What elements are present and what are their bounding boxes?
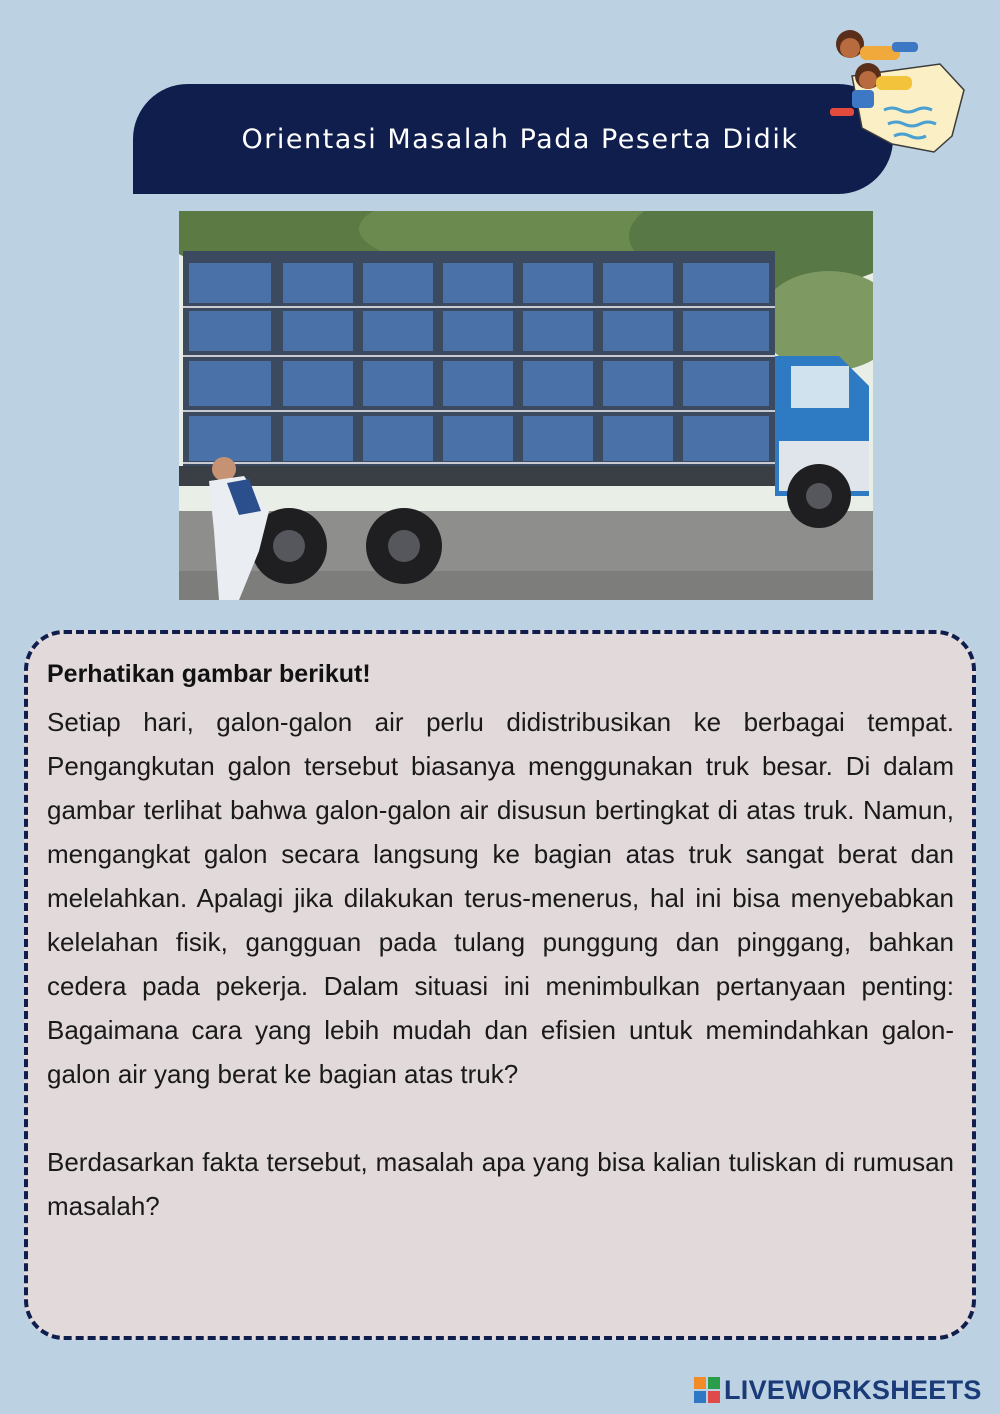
water-gallon-truck-photo [179,211,873,600]
liveworksheets-logo [694,1374,982,1406]
page-title: Orientasi Masalah Pada Peserta Didik [241,123,799,155]
liveworksheets-logo-icon [694,1377,720,1403]
instruction-heading: Perhatikan gambar berikut! [47,660,371,688]
kids-reading-icon [822,24,970,166]
problem-question: Berdasarkan fakta tersebut, masalah apa yang bisa kalian tuliskan di rumusan masalah? [47,1147,954,1221]
problem-card-content [47,658,954,1228]
liveworksheets-logo-text: LIVEWORKSHEETS [724,1374,982,1405]
problem-paragraph: Setiap hari, galon-galon air perlu didistribusikan ke berbagai tempat. Pengangkutan galon tersebut biasanya menggunakan truk besar. Di dalam gambar terlihat bahwa galon-galon air disusun bertingkat di atas truk. Namun, mengangkat galon secara langsung ke bagian atas truk sangat berat dan melelahkan. Apalagi jika dilakukan terus-menerus, hal ini bisa menyebabkan kelelahan fisik, gangguan pada tulang punggung dan pinggang, bahkan cedera pada pekerja. Dalam situasi ini menimbulkan pertanyaan penting: Bagaimana cara yang lebih mudah dan efisien untuk memindahkan galon-galon air yang berat ke bagian atas truk? [47,707,954,1089]
